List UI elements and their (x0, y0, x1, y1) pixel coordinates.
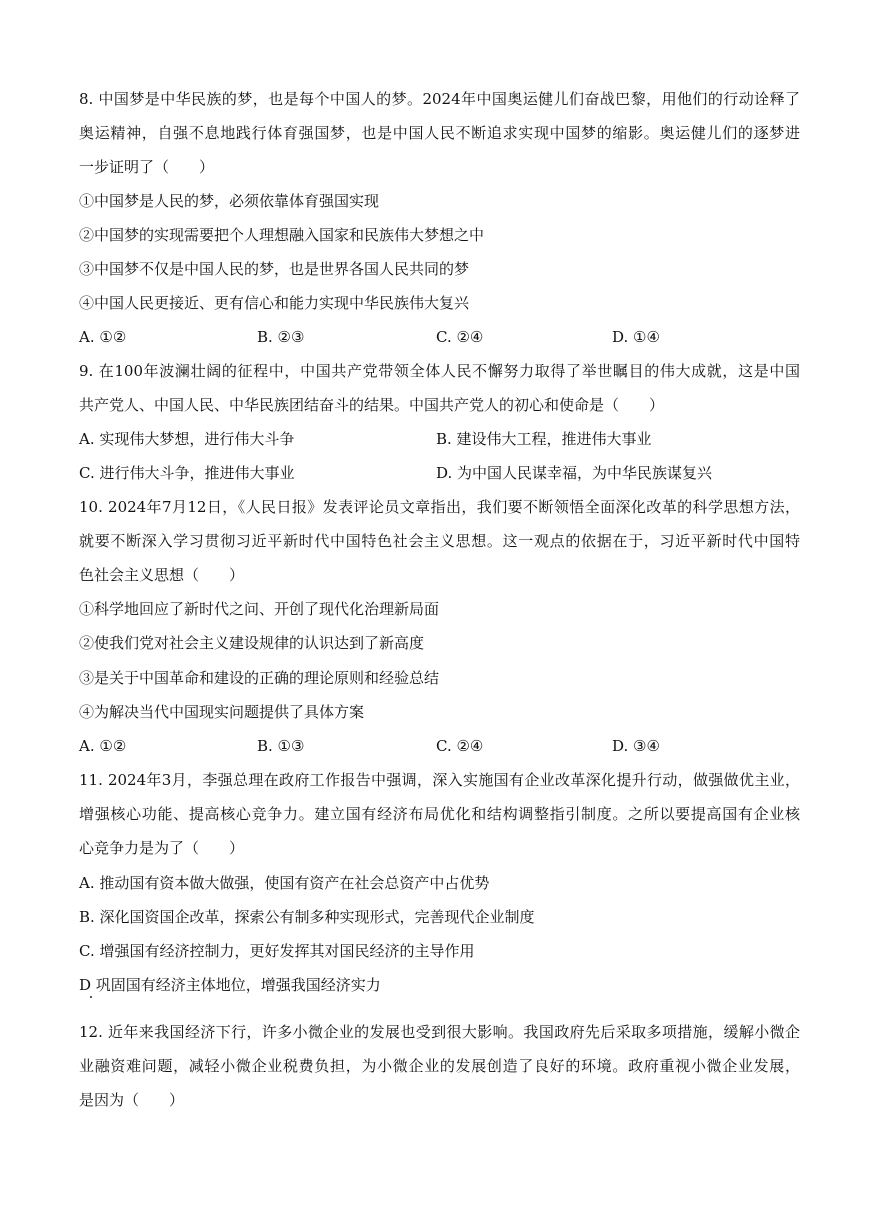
q11-option-d: D 巩固国有经济主体地位，增强我国经济实力 (79, 976, 381, 994)
q8-stem-line-2: 奥运精神，自强不息地践行体育强国梦，也是中国人民不断追求实现中国梦的缩影。奥运健儿们的逐梦进 (79, 124, 800, 142)
q10-item-3: ③是关于中国革命和建设的正确的理论原则和经验总结 (79, 669, 440, 687)
q11-option-a: A. 推动国有资本做大做强，使国有资产在社会总资产中占优势 (79, 874, 490, 892)
q11-stem-line-1: 11. 2024年3月，李强总理在政府工作报告中强调，深入实施国有企业改革深化提升行动，做强做优主业， (79, 771, 800, 789)
q8-option-a: A. ①② (79, 328, 127, 346)
q8-item-1: ①中国梦是人民的梦，必须依靠体育强国实现 (79, 192, 380, 210)
q9-option-a: A. 实现伟大梦想，进行伟大斗争 (79, 430, 295, 448)
q8-option-d: D. ①④ (612, 328, 660, 346)
q9-option-b: B. 建设伟大工程，推进伟大事业 (436, 430, 652, 448)
q12-stem-line-2: 业融资难问题，减轻小微企业税费负担，为小微企业的发展创造了良好的环境。政府重视小微企业发展， (79, 1057, 800, 1075)
q8-option-b: B. ②③ (257, 328, 305, 346)
q10-stem-line-3: 色社会主义思想（ ） (79, 566, 245, 584)
q8-item-4: ④中国人民更接近、更有信心和能力实现中华民族伟大复兴 (79, 294, 470, 312)
q8-option-c: C. ②④ (436, 328, 484, 346)
q9-option-d: D. 为中国人民谋幸福，为中华民族谋复兴 (436, 464, 713, 482)
q10-item-1: ①科学地回应了新时代之问、开创了现代化治理新局面 (79, 600, 440, 618)
q10-option-d: D. ③④ (612, 737, 660, 755)
q9-option-c: C. 进行伟大斗争，推进伟大事业 (79, 464, 295, 482)
q10-options (79, 735, 800, 757)
q10-item-2: ②使我们党对社会主义建设规律的认识达到了新高度 (79, 634, 425, 652)
q9-stem-line-2: 共产党人、中国人民、中华民族团结奋斗的结果。中国共产党人的初心和使命是（ ） (79, 396, 665, 414)
q11-stem-line-3: 心竞争力是为了（ ） (79, 839, 245, 857)
q10-item-4: ④为解决当代中国现实问题提供了具体方案 (79, 703, 365, 721)
q10-option-a: A. ①② (79, 737, 127, 755)
q9-stem-line-1: 9. 在100年波澜壮阔的征程中，中国共产党带领全体人民不懈努力取得了举世瞩目的伟大成就，这是中国 (79, 362, 800, 380)
q8-options (79, 326, 800, 348)
q10-option-b: B. ①③ (257, 737, 305, 755)
q12-stem-line-1: 12. 近年来我国经济下行，许多小微企业的发展也受到很大影响。我国政府先后采取多项措施，缓解小微企 (79, 1023, 800, 1041)
q12-stem-line-3: 是因为（ ） (79, 1091, 185, 1109)
q8-item-3: ③中国梦不仅是中国人民的梦，也是世界各国人民共同的梦 (79, 260, 470, 278)
q8-stem-line-1: 8. 中国梦是中华民族的梦，也是每个中国人的梦。2024年中国奥运健儿们奋战巴黎，用他们的行动诠释了 (79, 90, 800, 108)
q9-options-row-1 (79, 428, 800, 450)
q10-stem-line-2: 就要不断深入学习贯彻习近平新时代中国特色社会主义思想。这一观点的依据在于，习近平新时代中国特 (79, 532, 800, 550)
q9-options-row-2 (79, 462, 800, 484)
q11-stem-line-2: 增强核心功能、提高核心竞争力。建立国有经济布局优化和结构调整指引制度。之所以要提高国有企业核 (79, 805, 800, 823)
q11-option-b: B. 深化国资国企改革，探索公有制多种实现形式，完善现代企业制度 (79, 908, 535, 926)
q8-item-2: ②中国梦的实现需要把个人理想融入国家和民族伟大梦想之中 (79, 226, 485, 244)
q10-stem-line-1: 10. 2024年7月12日，《人民日报》发表评论员文章指出，我们要不断领悟全面深化改革的科学思想方法， (79, 498, 800, 516)
q8-stem-line-3: 一步证明了（ ） (79, 158, 215, 176)
q11-option-c: C. 增强国有经济控制力，更好发挥其对国民经济的主导作用 (79, 942, 475, 960)
q10-option-c: C. ②④ (436, 737, 484, 755)
stray-dot-mark (90, 996, 92, 998)
